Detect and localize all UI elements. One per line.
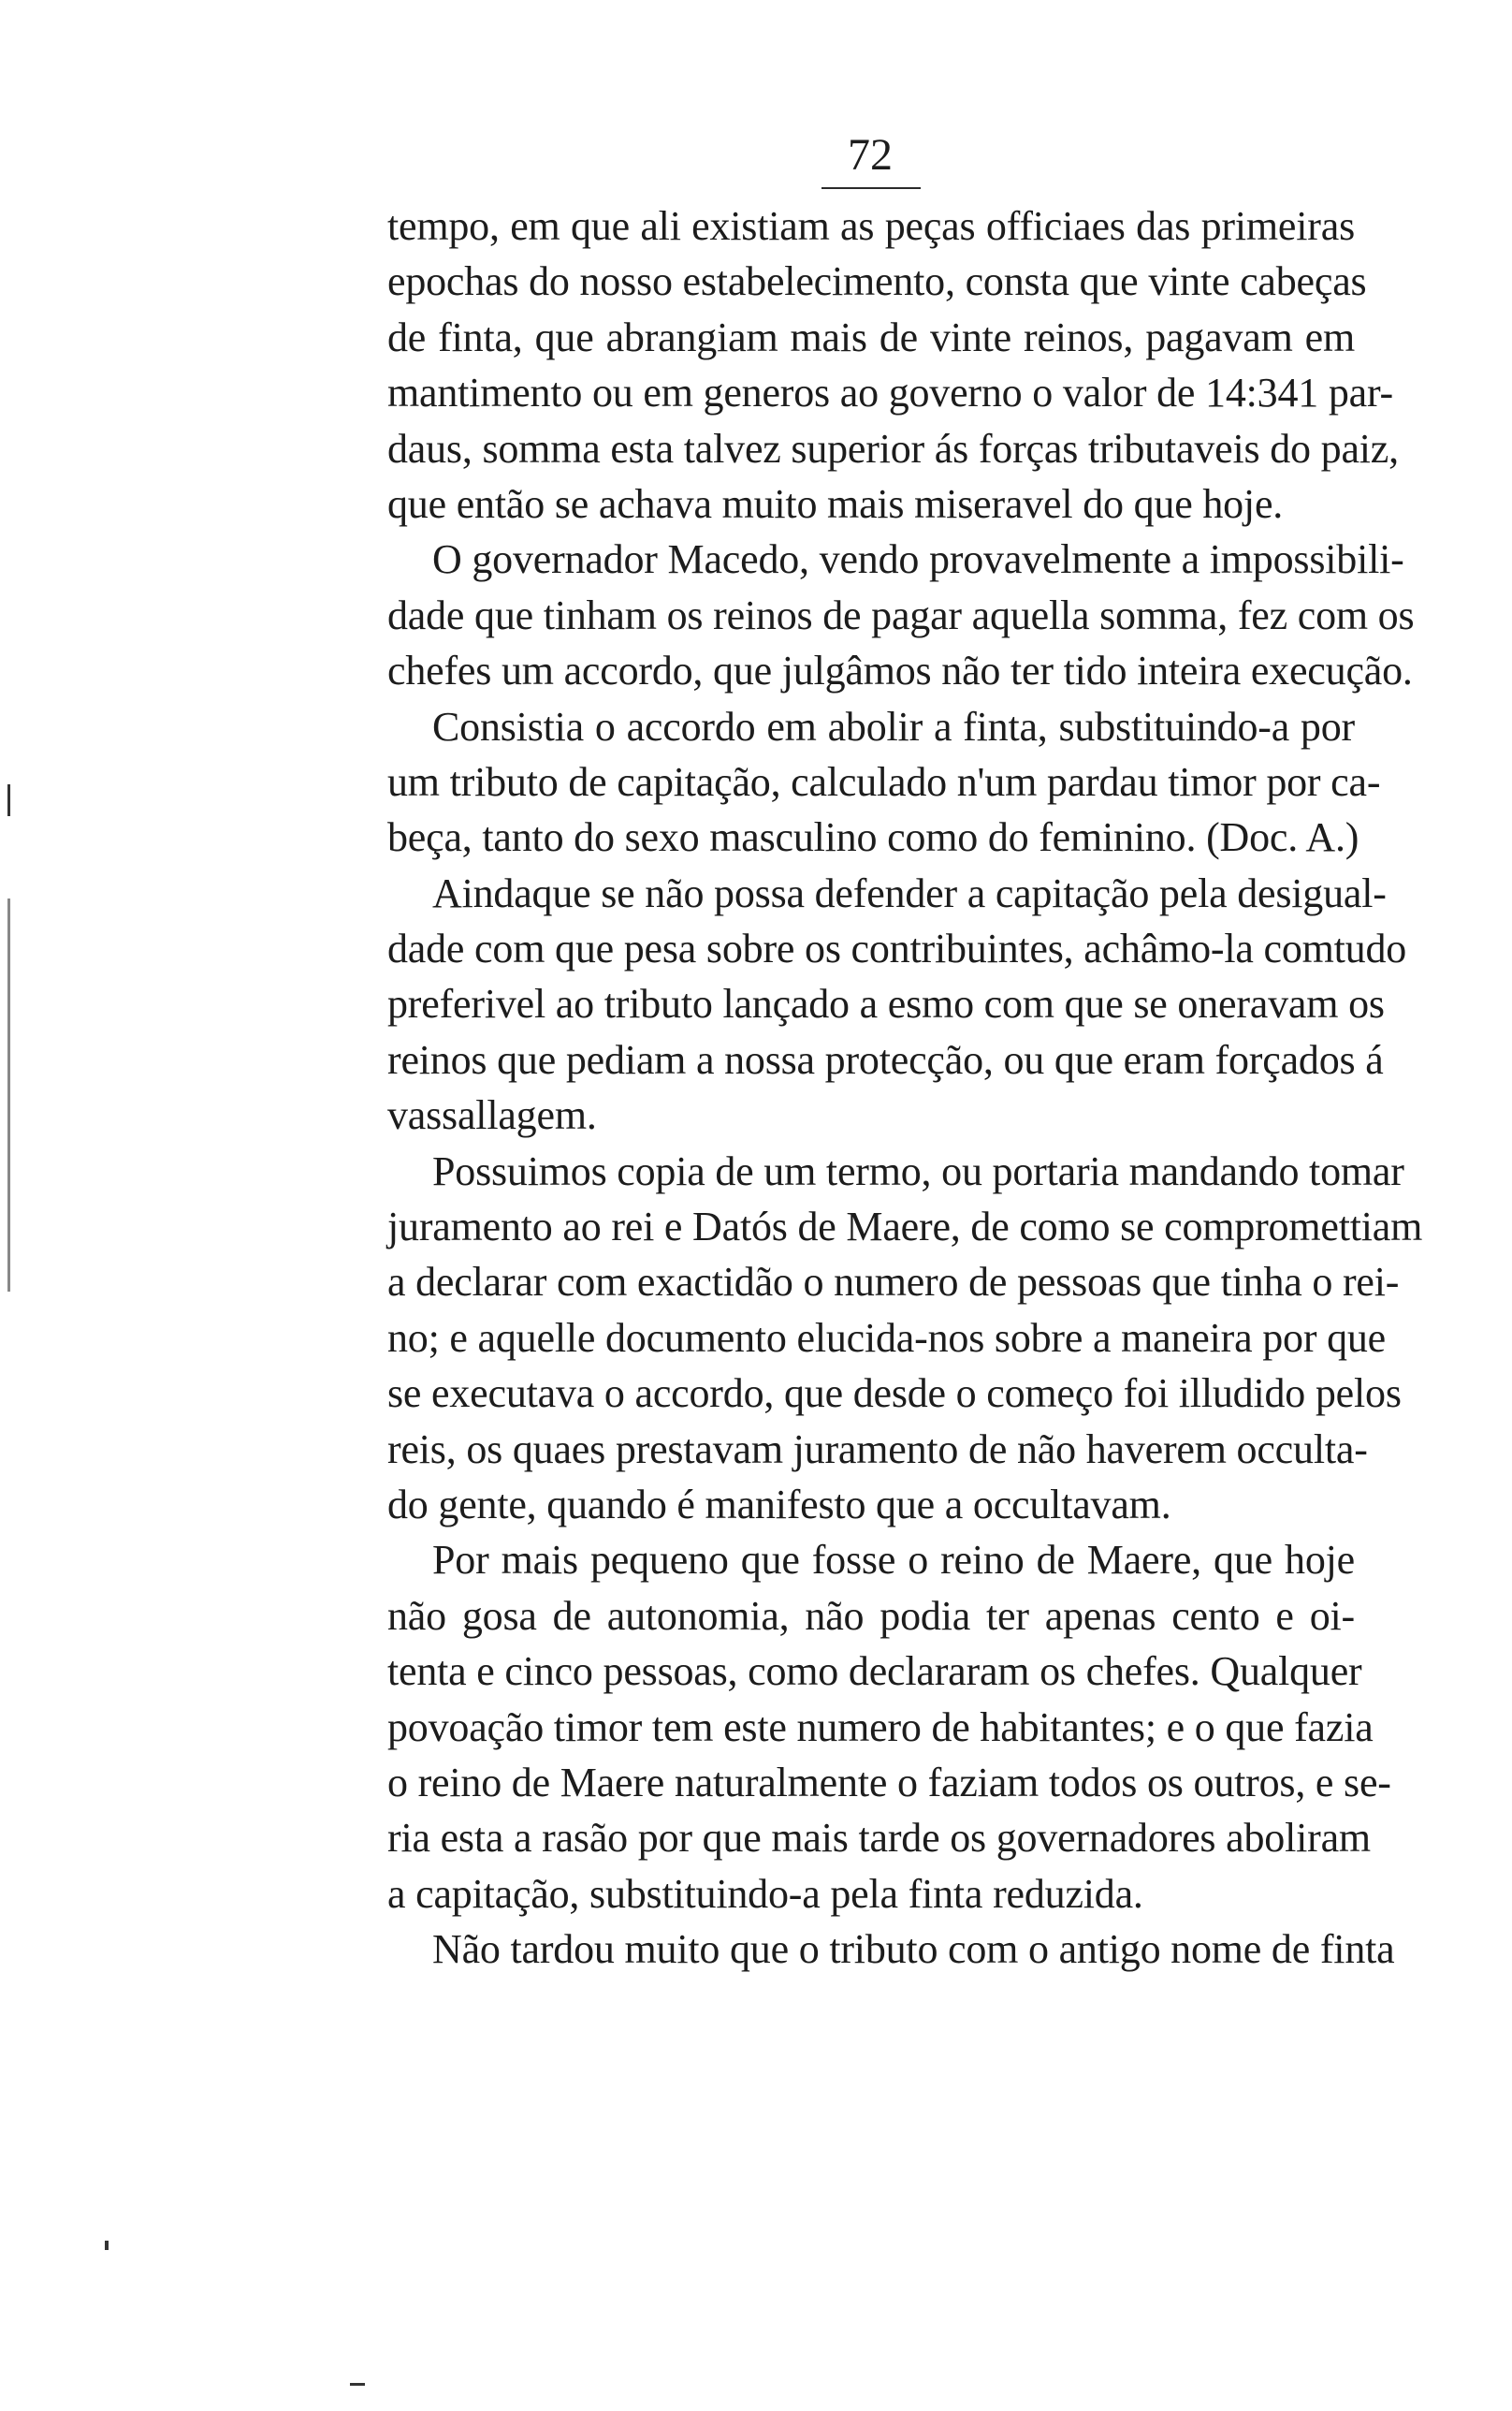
page-number-rule (821, 187, 921, 189)
text-line: dade com que pesa sobre os contribuintes, achâmo-la comtudo (387, 926, 1407, 972)
text-line: Por mais pequeno que fosse o reino de Maere, que hoje (432, 1537, 1355, 1584)
text-line: reinos que pediam a nossa protecção, ou que eram forçados á (387, 1036, 1384, 1083)
margin-mark (350, 2383, 365, 2386)
text-line: Possuimos copia de um termo, ou portaria mandando tomar (432, 1147, 1404, 1194)
text-line: reis, os quaes prestavam juramento de não haverem occulta- (387, 1425, 1368, 1472)
text-line: se executava o accordo, que desde o começo foi illudido pelos (387, 1370, 1402, 1417)
text-line: vassallagem. (387, 1092, 597, 1139)
text-line: preferivel ao tributo lançado a esmo com que se oneravam os (387, 981, 1385, 1028)
text-line: de finta, que abrangiam mais de vinte reinos, pagavam em (387, 314, 1355, 360)
text-line: do gente, quando é manifesto que a occultavam. (387, 1481, 1171, 1527)
text-line: chefes um accordo, que julgâmos não ter tido inteira execução. (387, 648, 1413, 694)
text-line: Aindaque se não possa defender a capitação pela desigual- (432, 869, 1387, 916)
text-line: que então se achava muito mais miseravel do que hoje. (387, 480, 1284, 527)
text-line: tempo, em que ali existiam as peças officiaes das primeiras (387, 203, 1355, 249)
text-line: tenta e cinco pessoas, como declararam os chefes. Qualquer (387, 1648, 1362, 1695)
text-line: um tributo de capitação, calculado n'um pardau timor por ca- (387, 758, 1381, 805)
text-line: a declarar com exactidão o numero de pessoas que tinha o rei- (387, 1259, 1400, 1306)
text-line: ria esta a rasão por que mais tarde os governadores aboliram (387, 1815, 1371, 1862)
text-line: Consistia o accordo em abolir a finta, substituindo-a por (432, 703, 1355, 750)
text-line: epochas do nosso estabelecimento, consta que vinte cabeças (387, 258, 1367, 305)
text-line: mantimento ou em generos ao governo o valor de 14:341 par- (387, 370, 1393, 416)
text-line: povoação timor tem este numero de habitantes; e o que fazia (387, 1703, 1374, 1750)
text-line: o reino de Maere naturalmente o faziam todos os outros, e se- (387, 1759, 1391, 1805)
page-number: 72 (848, 130, 893, 180)
text-line: a capitação, substituindo-a pela finta reduzida. (387, 1870, 1143, 1917)
text-line: beça, tanto do sexo masculino como do feminino. (Doc. A.) (387, 814, 1359, 861)
text-line: no; e aquelle documento elucida-nos sobre a maneira por que (387, 1314, 1387, 1361)
margin-mark (105, 2241, 109, 2250)
margin-mark (7, 784, 10, 816)
text-line: O governador Macedo, vendo provavelmente a impossibili- (432, 536, 1404, 583)
text-line: juramento ao rei e Datós de Maere, de como se compromettiam (387, 1204, 1423, 1250)
margin-mark (7, 899, 10, 1292)
text-line: dade que tinham os reinos de pagar aquella somma, fez com os (387, 592, 1415, 638)
text-line: daus, somma esta talvez superior ás forças tributaveis do paiz, (387, 425, 1399, 472)
text-line: Não tardou muito que o tributo com o antigo nome de finta (432, 1926, 1395, 1973)
text-line: não gosa de autonomia, não podia ter apenas cento e oi- (387, 1592, 1355, 1639)
body-text (387, 198, 1423, 1978)
